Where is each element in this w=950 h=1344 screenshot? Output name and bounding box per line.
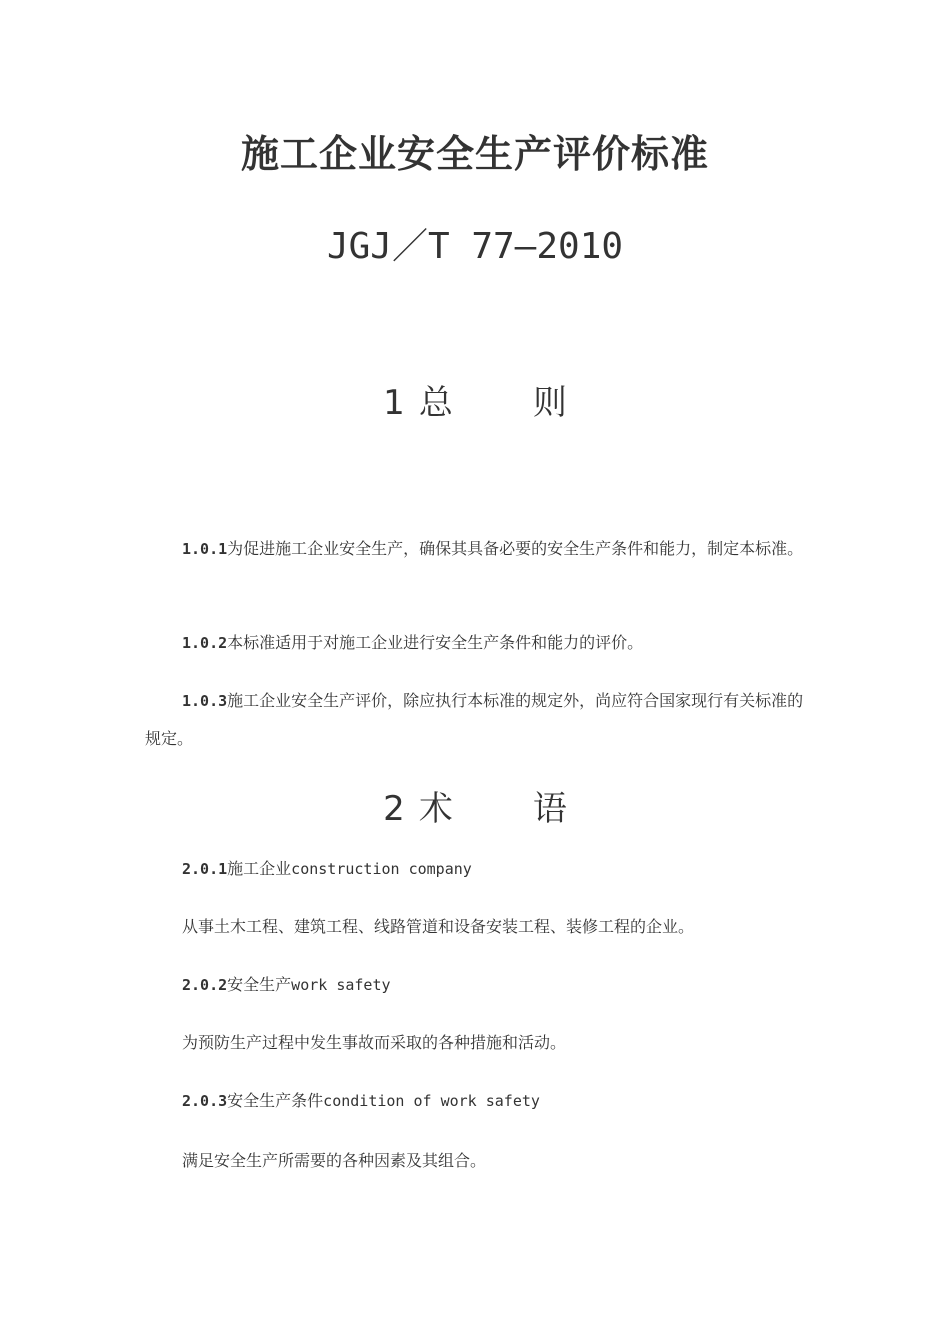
clause-number: 1.0.1 — [182, 540, 228, 558]
chapter-number: 2 — [383, 789, 405, 829]
chapter-title-part: 语 — [532, 789, 567, 829]
chapter-2-heading — [0, 786, 950, 832]
clause-paragraph — [145, 530, 810, 568]
clause-text: 施工企业安全生产评价，除应执行本标准的规定外，尚应符合国家现行有关标准的规定。 — [145, 691, 804, 748]
term-english: work safety — [291, 976, 391, 994]
clause-paragraph — [145, 624, 810, 662]
clause-number: 2.0.1 — [182, 860, 228, 878]
chapter-1-heading — [0, 380, 950, 426]
standard-code: JGJ／T 77—2010 — [326, 226, 624, 267]
term-definition: 从事土木工程、建筑工程、线路管道和设备安装工程、装修工程的企业。 — [182, 917, 695, 936]
clause-number: 2.0.3 — [182, 1092, 228, 1110]
clause-text: 本标准适用于对施工企业进行安全生产条件和能力的评价。 — [227, 633, 644, 652]
term-heading — [182, 1086, 822, 1116]
term-heading — [182, 854, 822, 884]
term-name: 安全生产 — [227, 975, 292, 994]
chapter-title-part: 术 — [418, 789, 453, 829]
clause-number: 1.0.3 — [182, 692, 228, 710]
clause-number: 1.0.2 — [182, 634, 228, 652]
term-english: condition of work safety — [323, 1092, 540, 1110]
term-definition: 为预防生产过程中发生事故而采取的各种措施和活动。 — [182, 1033, 567, 1052]
term-english: construction company — [291, 860, 472, 878]
clause-paragraph — [145, 682, 810, 758]
document-title: 施工企业安全生产评价标准 — [240, 132, 709, 176]
chapter-title-part: 则 — [532, 383, 567, 423]
clause-text: 为促进施工企业安全生产，确保其具备必要的安全生产条件和能力，制定本标准。 — [227, 539, 804, 558]
chapter-title-part: 总 — [418, 383, 453, 423]
chapter-number: 1 — [383, 383, 405, 423]
term-name: 安全生产条件 — [227, 1091, 324, 1110]
term-heading — [182, 970, 822, 1000]
term-definition: 满足安全生产所需要的各种因素及其组合。 — [182, 1151, 487, 1170]
term-name: 施工企业 — [227, 859, 292, 878]
clause-number: 2.0.2 — [182, 976, 228, 994]
